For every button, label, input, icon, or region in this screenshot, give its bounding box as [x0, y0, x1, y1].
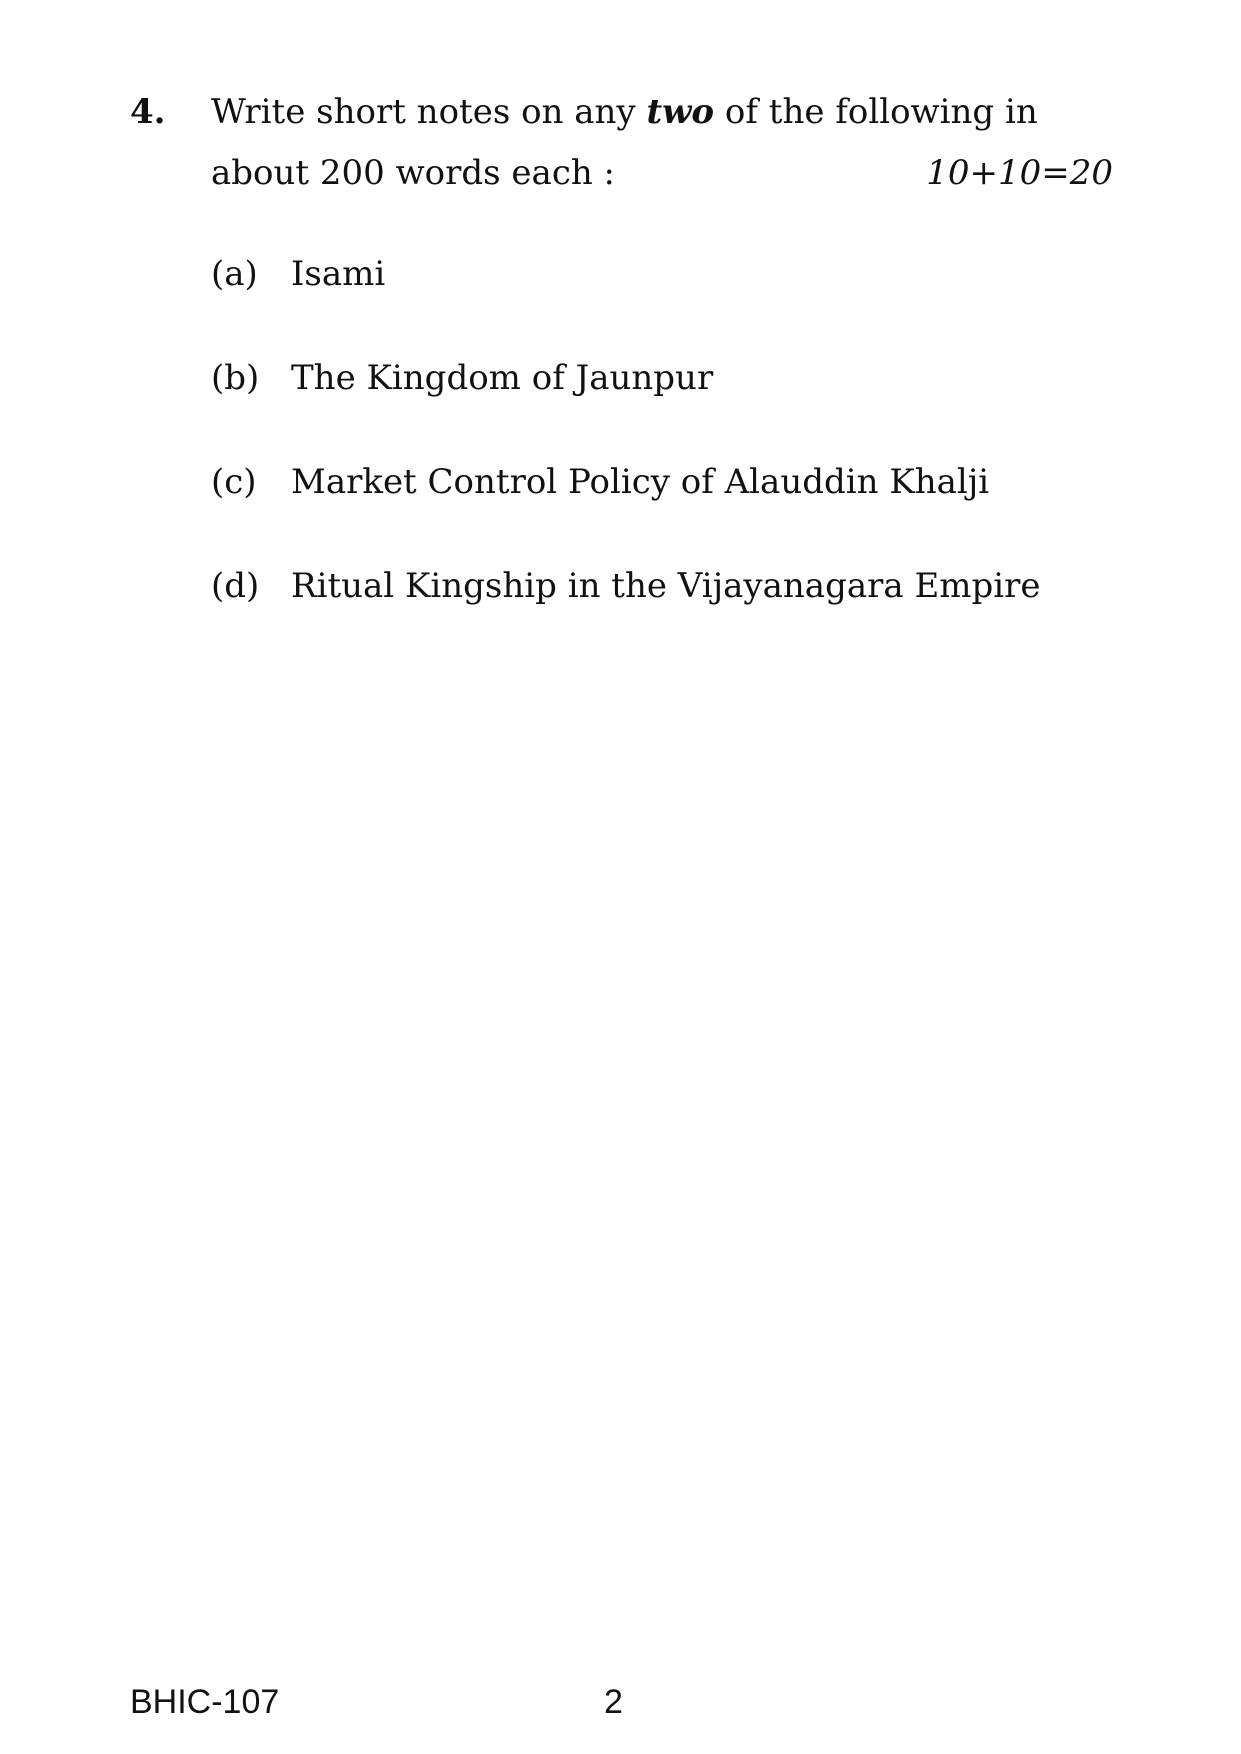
option-label: (c) — [211, 462, 257, 502]
option-text: Isami — [291, 254, 386, 294]
question-instruction: about 200 words each : — [211, 153, 616, 193]
list-item — [211, 250, 1041, 354]
marks-allocation: 10+10=20 — [926, 153, 1113, 193]
options-list — [211, 250, 1041, 666]
question-text-line-2 — [211, 149, 1113, 197]
page-number: 2 — [604, 1683, 623, 1721]
question-text-end: of the following in — [714, 92, 1038, 132]
question-text-start: Write short notes on any — [211, 92, 647, 132]
question-emphasis: two — [646, 92, 715, 132]
question-number: 4. — [130, 92, 166, 132]
option-text: Market Control Policy of Alauddin Khalji — [291, 462, 990, 502]
question-text-line-1 — [211, 88, 1038, 136]
list-item — [211, 562, 1041, 666]
option-text: Ritual Kingship in the Vijayanagara Empire — [291, 566, 1041, 606]
option-label: (a) — [211, 254, 258, 294]
list-item — [211, 354, 1041, 458]
option-text: The Kingdom of Jaunpur — [291, 358, 714, 398]
list-item — [211, 458, 1041, 562]
option-label: (d) — [211, 566, 260, 606]
option-label: (b) — [211, 358, 260, 398]
course-code: BHIC-107 — [130, 1683, 280, 1721]
